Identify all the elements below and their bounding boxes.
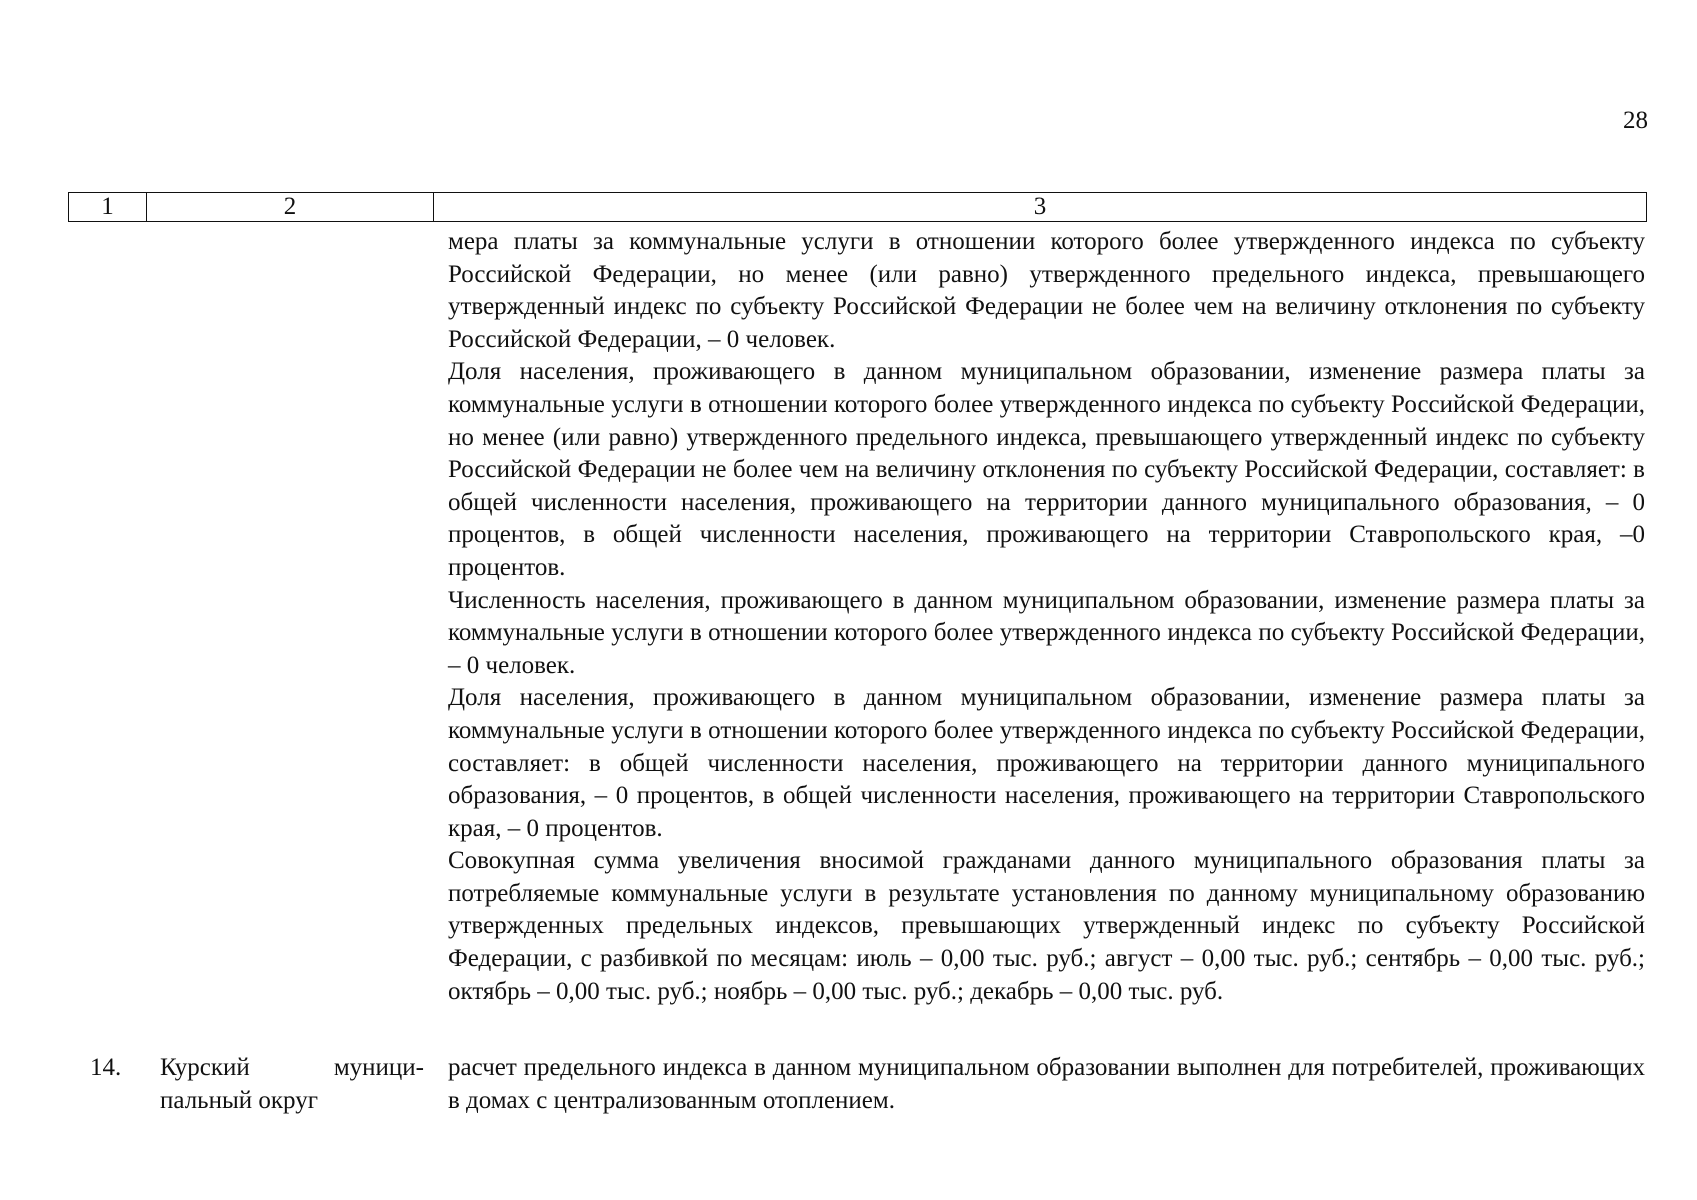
municipality-name-word-2: муници- xyxy=(333,1054,424,1081)
row-14-text: расчет предельного индекса в данном муниципальном образовании выполнен для потребителей, проживающих в домах с централизованным отоплением. xyxy=(448,1054,1645,1114)
header-col-3: 3 xyxy=(434,193,1647,222)
header-col-2: 2 xyxy=(147,193,434,222)
municipality-name-line-2: пальный округ xyxy=(160,1086,318,1114)
row-number: 14. xyxy=(90,1054,122,1081)
paragraph-4: Доля населения, проживающего в данном муниципальном образовании, изменение размера платы за коммунальные услуги в отношении которого более утвержденного индекса по субъекту Российской Федерации, составляет: в общей численности населения, проживающего на территории данного муниципального образования, – 0 процентов, в общей численности населения, проживающего на территории Ставропольского края, – 0 процентов. xyxy=(448,684,1645,842)
header-col-1: 1 xyxy=(69,193,147,222)
continuation-text xyxy=(448,226,1645,1008)
paragraph-2: Доля населения, проживающего в данном муниципальном образовании, изменение размера платы за коммунальные услуги в отношении которого более утвержденного индекса по субъекту Российской Федерации, но менее (или равно) утвержденного предельного индекса, превышающего утвержденный индекс по субъекту Российской Федерации не более чем на величину отклонения по субъекту Российской Федерации, составляет: в общей численности населения, проживающего на территории данного муниципального образования, – 0 процентов, в общей численности населения, проживающего на территории Ставропольского края, –0 процентов. xyxy=(448,358,1645,581)
paragraph-1: мера платы за коммунальные услуги в отношении которого более утвержденного индекса по субъекту Российской Федерации, но менее (или равно) утвержденного предельного индекса, превышающего утвержденный индекс по субъекту Российской Федерации не более чем на величину отклонения по субъекту Российской Федерации, – 0 человек. xyxy=(448,228,1645,353)
municipality-name-word-1: Курский xyxy=(160,1054,250,1081)
table-header xyxy=(68,192,1647,222)
page-number: 28 xyxy=(1623,107,1648,134)
paragraph-3: Численность населения, проживающего в данном муниципальном образовании, изменение размера платы за коммунальные услуги в отношении которого более утвержденного индекса по субъекту Российской Федерации, – 0 человек. xyxy=(448,586,1645,679)
paragraph-5: Совокупная сумма увеличения вносимой гражданами данного муниципального образования платы за потребляемые коммунальные услуги в результате установления по данному муниципальному образованию утвержденных предельных индексов, превышающих утвержденный индекс по субъекту Российской Федерации, с разбивкой по месяцам: июль – 0,00 тыс. руб.; август – 0,00 тыс. руб.; сентябрь – 0,00 тыс. руб.; октябрь – 0,00 тыс. руб.; ноябрь – 0,00 тыс. руб.; декабрь – 0,00 тыс. руб. xyxy=(448,847,1645,1005)
municipality-name xyxy=(160,1052,424,1117)
municipality-name-line-1 xyxy=(160,1052,424,1085)
